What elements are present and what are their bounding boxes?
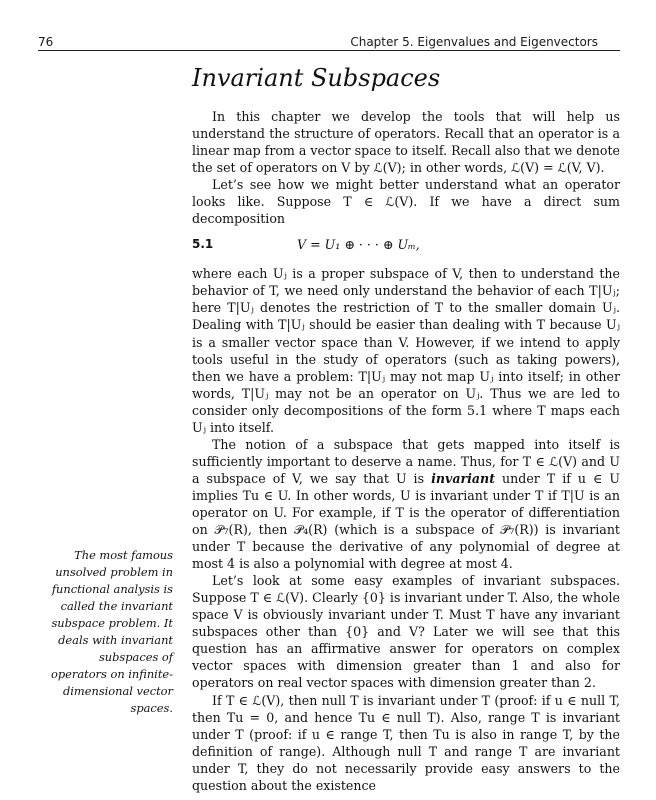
equation-number: 5.1 [192, 237, 214, 252]
page-number: 76 [38, 35, 54, 49]
paragraph-restriction: where each Uⱼ is a proper subspace of V, then to understand the behavior of T, we need only understand the behavior of each T|Uⱼ; here T|Uⱼ denotes the restriction of T to the smaller domain Uⱼ. Dealing with T|Uⱼ should be easier than dealing with T because Uⱼ is a smaller vector space than V. However, if we intend to apply tools useful in the study of operators (such as taking powers), then we have a problem: T|Uⱼ may not map Uⱼ into itself; in other words, T|Uⱼ may not be an operator on Uⱼ. Thus we are led to consider only decompositions of the form 5.1 where T maps each Uⱼ into itself. [192, 266, 620, 435]
equation-body: V = U₁ ⊕ · · · ⊕ Uₘ, [297, 237, 420, 253]
paragraph-invariant-definition [192, 436, 620, 572]
paragraph-null-range: If T ∈ ℒ(V), then null T is invariant under T (proof: if u ∈ null T, then Tu = 0, and hence Tu ∈ null T). Also, range T is invariant under T (proof: if u ∈ range T, then Tu is also in range T, by the definition of range). Although null T and range T are invariant under T, they do not necessarily provide easy answers to the question about the existence [192, 692, 620, 793]
section-title: Invariant Subspaces [192, 64, 441, 92]
paragraph-direct-sum: Let’s see how we might better understand what an operator looks like. Suppose T ∈ ℒ(V). If we have a direct sum decomposition [192, 177, 620, 227]
margin-note: The most famous unsolved problem in functional analysis is called the invariant subspace problem. It deals with invariant subspaces of operators on infinite-dimensional vector spaces. [50, 548, 173, 716]
chapter-title: Chapter 5. Eigenvalues and Eigenvectors [350, 35, 598, 49]
paragraph-intro: In this chapter we develop the tools that will help us understand the structure of operators. Recall that an operator is a linear map from a vector space to itself. Recall also that we denote the set of operators on V by ℒ(V); in other words, ℒ(V) = ℒ(V, V). [192, 109, 620, 176]
invariant-def-rest: under T if u ∈ U implies Tu ∈ U. In other words, U is invariant under T if T|U is an operator on U. For example, if T is the operator of differentiation on 𝒫₇(R), then 𝒫₄(R) (which is a subspace of 𝒫₇(R)) is invariant under T because the derivative of any polynomial of degree at most 4 is also a polynomial with degree at most 4. [192, 470, 620, 572]
paragraph-examples: Let’s look at some easy examples of invariant subspaces. Suppose T ∈ ℒ(V). Clearly {0} is invariant under T. Also, the whole space V is obviously invariant under T. Must T have any invariant subspaces other than {0} and V? Later we will see that this question has an affirmative answer for operators on complex vector spaces with dimension greater than 1 and also for operators on real vector spaces with dimension greater than 2. [192, 573, 620, 691]
body-text [192, 108, 620, 794]
equation-5-1 [192, 232, 620, 260]
header-rule [38, 50, 620, 51]
invariant-def-lead: The notion of a subspace that gets mapped into itself is sufficiently important to deserve a name. Thus, for T ∈ ℒ(V) and U a subspace of V, we say that U is [192, 436, 620, 486]
term-invariant: invariant [431, 470, 496, 486]
